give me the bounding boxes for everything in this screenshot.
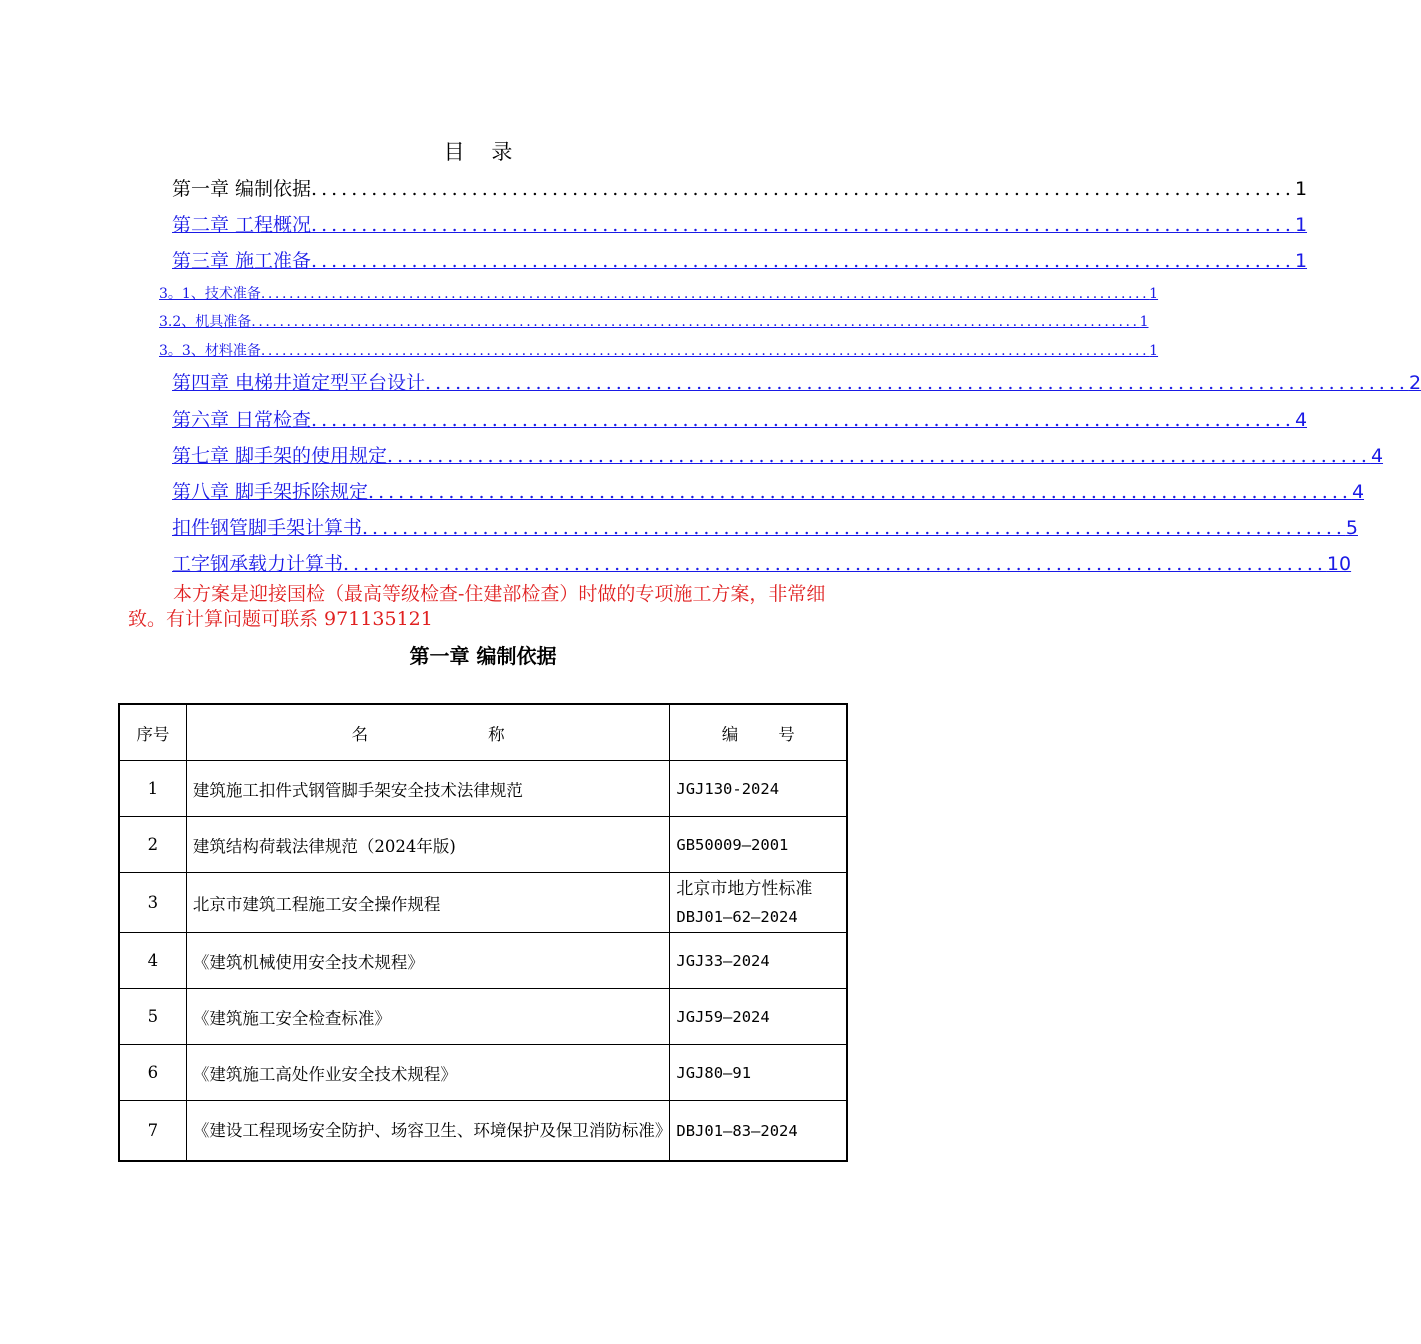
toc-leader-dots: .............................................................................................................................. [260, 286, 1150, 302]
toc-leader-dots: .................................................................................................. [425, 372, 1409, 394]
column-header-name [186, 704, 670, 761]
row-code: JGJ33—2024 [670, 933, 847, 989]
toc-entry-label: 第三章 施工准备 [172, 250, 312, 272]
row-code: DBJ01—83—2024 [670, 1101, 847, 1162]
toc-entry-chapter-4[interactable] [172, 368, 1421, 395]
table-row [119, 933, 847, 989]
toc-entry-page: 5 [1345, 517, 1358, 539]
column-header-code-left: 编 [721, 724, 739, 744]
toc-entry-scaffold-calc[interactable] [172, 513, 1358, 540]
toc-entry-page: 1 [1294, 250, 1308, 272]
column-header-code [670, 704, 847, 761]
toc-entry-page: 1 [1294, 178, 1308, 200]
row-no: 3 [119, 873, 186, 933]
row-code: JGJ130-2024 [670, 761, 847, 817]
toc-leader-dots: .................................................................................................. [343, 553, 1327, 575]
row-name: 建筑结构荷载法律规范（2024年版) [186, 817, 670, 873]
toc-entry-chapter-6[interactable] [172, 405, 1308, 432]
promo-note: 本方案是迎接国检（最高等级检查-住建部检查）时做的专项施工方案，非常细致。有计算问题可联系 971135121 [128, 583, 826, 630]
toc-entry-page: 4 [1351, 481, 1365, 503]
toc-entry-ibeam-calc[interactable] [172, 549, 1352, 576]
toc-entry-label: 3.2、机具准备 [159, 314, 252, 330]
table-row [119, 1045, 847, 1101]
row-name: 《建筑施工安全检查标准》 [186, 989, 670, 1045]
toc-entry-page: 1 [1294, 214, 1308, 236]
toc-leader-dots: .................................................................................................. [311, 250, 1295, 272]
row-code: JGJ80—91 [670, 1045, 847, 1101]
toc-leader-dots: .............................................................................................................................. [251, 314, 1140, 330]
toc-entry-label: 第八章 脚手架拆除规定 [172, 481, 369, 503]
toc-leader-dots: .................................................................................................. [362, 517, 1346, 539]
toc-entry-section-3-3[interactable] [159, 340, 1159, 360]
toc-leader-dots: .................................................................................................. [311, 178, 1295, 200]
toc-entry-chapter-2[interactable] [172, 210, 1308, 237]
column-header-no: 序号 [119, 704, 186, 761]
row-name: 《建设工程现场安全防护、场容卫生、环境保护及保卫消防标准》 [186, 1101, 670, 1162]
toc-entry-page: 1 [1149, 343, 1159, 359]
toc-entry-label: 3。1、技术准备 [159, 286, 261, 302]
row-no: 4 [119, 933, 186, 989]
standards-table [118, 703, 848, 1162]
column-header-code-right: 号 [778, 724, 795, 744]
table-row [119, 817, 847, 873]
table-header-row [119, 704, 847, 761]
toc-entry-chapter-8[interactable] [172, 477, 1365, 504]
toc-entry-label: 第四章 电梯井道定型平台设计 [172, 372, 426, 394]
toc-entry-section-3-2[interactable] [159, 311, 1149, 331]
row-code [670, 873, 847, 933]
chapter-heading: 第一章 编制依据 [409, 644, 557, 668]
toc-entry-page: 1 [1139, 314, 1149, 330]
toc-entry-page: 10 [1326, 553, 1352, 575]
toc-leader-dots: .................................................................................................. [311, 409, 1295, 431]
toc-entry-chapter-1[interactable] [172, 174, 1308, 201]
row-code: JGJ59—2024 [670, 989, 847, 1045]
row-name: 《建筑施工高处作业安全技术规程》 [186, 1045, 670, 1101]
toc-entry-label: 第六章 日常检查 [172, 409, 312, 431]
toc-title: 目 录 [443, 140, 523, 164]
row-code-line-1: 北京市地方性标准 [676, 878, 813, 899]
toc-entry-section-3-1[interactable] [159, 283, 1159, 303]
toc-entry-label: 第七章 脚手架的使用规定 [172, 445, 388, 467]
toc-entry-chapter-7[interactable] [172, 441, 1384, 468]
toc-leader-dots: .................................................................................................. [387, 445, 1371, 467]
toc-entry-chapter-3[interactable] [172, 246, 1308, 273]
row-no: 7 [119, 1101, 186, 1162]
row-no: 5 [119, 989, 186, 1045]
toc-entry-label: 第一章 编制依据 [172, 178, 312, 200]
toc-leader-dots: .............................................................................................................................. [260, 343, 1150, 359]
row-no: 1 [119, 761, 186, 817]
toc-entry-label: 工字钢承载力计算书 [172, 553, 344, 575]
row-no: 6 [119, 1045, 186, 1101]
toc-entry-page: 1 [1149, 286, 1159, 302]
row-code: GB50009—2001 [670, 817, 847, 873]
row-no: 2 [119, 817, 186, 873]
toc-entry-label: 扣件钢管脚手架计算书 [172, 517, 363, 539]
row-name: 建筑施工扣件式钢管脚手架安全技术法律规范 [186, 761, 670, 817]
toc-entry-page: 4 [1370, 445, 1384, 467]
table-row [119, 761, 847, 817]
toc-leader-dots: .................................................................................................. [368, 481, 1352, 503]
toc-entry-label: 3。3、材料准备 [159, 343, 261, 359]
column-header-name-left: 名 [351, 724, 369, 744]
toc-entry-page: 4 [1294, 409, 1308, 431]
column-header-name-right: 称 [488, 724, 505, 744]
table-row [119, 989, 847, 1045]
row-name: 北京市建筑工程施工安全操作规程 [186, 873, 670, 933]
toc-entry-label: 第二章 工程概况 [172, 214, 312, 236]
table-row [119, 873, 847, 933]
row-code-line-2: DBJ01—62—2024 [676, 907, 798, 926]
toc-entry-page: 2 [1408, 372, 1421, 394]
toc-leader-dots: .................................................................................................. [311, 214, 1295, 236]
table-row [119, 1101, 847, 1162]
row-name: 《建筑机械使用安全技术规程》 [186, 933, 670, 989]
